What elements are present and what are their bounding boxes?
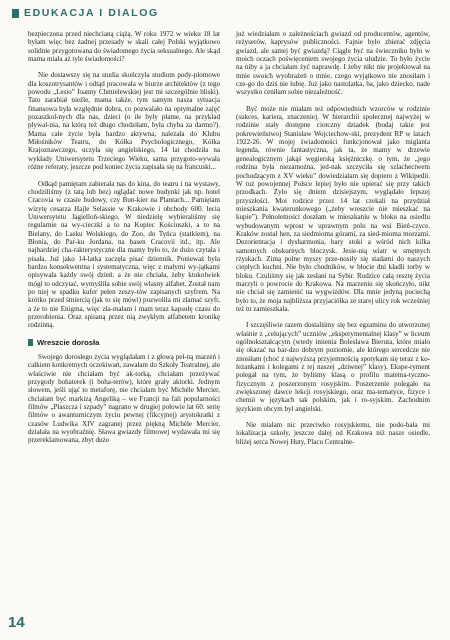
header-marker-square [12, 9, 19, 18]
section-header [12, 5, 159, 21]
left-column [28, 30, 220, 445]
paragraph: Nie dostawszy się na studia skończyła studium pody-plomowe dla koszotrysantów i odtąd pracowała w biurze architektów (z tego powodu „Lesio” Ioanny Chmielewskiej jest mi szczególnie bliski). Tato zarabiał nieźle, mama także, tym samym nasza sytuacja finansowa była względnie dobra, co pozwalało na optymalne zajęć pozaszkol-nych dla nas, dzieci (o ile były płatne, na przykład pływal-nia, na którą też długo chodziłam, była chyba za darmo?). Mama całe życie była bardzo aktywna, należała do Klubu Miłośników Teatru, do Kółka Psychologicznego, Kółka Krajoznawczego, uczyła się angielskiego, 14 lat chodziła na wykłady Uniwersytetu Trzeciego Wieku, sama przygoto-wywała różne referaty, jeszcze pod koniec życia zapisała się na francuski... [28, 71, 220, 172]
page-number: 14 [8, 614, 25, 631]
paragraph: Swojego dorosłego życia wyglądałam i z głową peł-ną marzeń i całkiem konkretnych oczekiwań, zawałam do Szkoły Teatralnej, ale właściwie nie chciałam być ak-torką, chciałam przeżywać przygody bohaterek (i boha-terów), które grały aktorki. Jednym słowem, jeśli ująć to metaforę, nie chciałam być Michèle Mercier, chciałam być markizą Angeliką – we Francji na fali popularności filmów „Płaszcza i szpady” nagrano w drugiej połowie lat 60. serię filmów o awanturniczym życiu pewnej (fikcyjnej) arystokratki z czasów Ludwika XIV zagranej przez piękną Michèle Mercier, działała na wyobraźnię. Sława gwiazdy filmowej wydawała mi się przereklamowana, zbyt dużo [28, 353, 220, 445]
paragraph: bezpieczona przed niechcianą ciążą. W roku 1972 w wieku 18 lat byłam więc bez żadnej przesady w skali całej Polski wyjątkowo solidnie przygotowana do świadomego życia seksualnego. Ale skąd mama miała aż tyle świadomości? [28, 30, 220, 64]
section-title: EDUKACJA I DIALOG [24, 7, 159, 19]
right-column [236, 30, 430, 446]
subheading [28, 339, 220, 347]
paragraph: już wiedziałam o zależnościach gwiazd od producentów, agentów, reżyserów, kaprysów publiczności. Fajnie było zbierać zdjęcia gwiazd, ale samej być gwiazdą? Ciągle być na świeczniku było w moich oczach poświęceniem swojego życia ułudzie. To było życie na niby a ja chciałam żyć naprawdę. I żeby nikt nie projektował na mnie swoich wyobrażeń o mnie, czego wyjątkowo nie znosiłam i cze-go do dziś nie lubię. Już jako nastolatka, ba, jako dziecko, nade wszystko ceniłam sobie niezależność. [236, 30, 430, 97]
subheading-marker-square [28, 339, 33, 346]
paragraph: I szczęśliwie razem dostaliśmy się bez egzaminu do utworzonej właśnie z „celujących” uczniów „eksperymentalnej klasy” w liceum ogólnokształcącym (wtedy imienia Bolesława Bieruta, które miało się okazać na bar-dzo dobrym poziomie, ale którego sercedcze nie znosiłam (choć z najwyższą przyjemnością spotykam się teraz z ko-leżankami i kolegami z tej naszej „dziwnej” klasy). Ekspe-ryment polegał na tym, że byliśmy klasą o profilu matema-tyczno-fizycznym z poszerzonym rosyjskim. Poszerzenie polegało na zwiększonej dawce lekcji rosyjskiego, oraz ma-tematyce, fizyce i chemii w językach tak polskim, jak i ro-syjskim. Zachodnim językiem obcym był angielski. [236, 321, 430, 413]
paragraph: Nie miałam nic przeciwko rosyjskiemu, nie podo-bała mi lokalizacja szkoły, jeszcze dalej od Krakowa niż nasze osiedle, bliżej serca Nowej Huty, Placu Centralne- [236, 421, 430, 446]
paragraph: Być może nie miałam też odpowiednich wzorców w rodzinie (sukces, kariera, znaczenie). W hierarchii społecznej najwyżej w rodzinie stały dostępne ciotczny dziadek (bodaj takie jest pokrewieństwo) Stanisław Wojciechow-ski, prezydent RP w latach 1922-26. W mojej świadomości funkcjonował jako miglanta legenda, równie fantastyczna, jak ta, że mamy w drzewie genealogicznym jakąś węgierską księżniczkę. o tym, że „jego rodzina była niezamożna, jed-nak szczyciła się szlachectwem pochodzącym z XV wieku” dowiedziałam się dopiero z Wikipedii. W tuż powojennej Polsce lepiej było nie upierać się przy takich przodkach. Żyło się dniem dzisiejszym, wyglądało lepszej przyszłości. Moi rodzice przez 14 lat czekali na przydział mieszkania kwaterunkowego („żeby wreszcie nie mieszkać na kupie”). Pełnoletności doszłam w mieszkaniu w bloku na osiedlu wybudowanym wprost w uprawnym polu na wsi Bień-czyce. Kraków został hen, za siedmioma górami, za sied-mioma morzami. Dezorientacja i dysharmonia, bary stoki a wśród nich kilka samotnych obskurnych bloczysk. Jesie-nią wiatr w smętnych rżyskach. Zimą polne myszy prze-nosiły się stadami do naszych ciepłych kuchni. Nie było chodników, w błocie dni kładli torby w bloku. Czuliśmy się jak zesłani na Sybir. Rodzice całą resztę życia marzyli o powrocie do Krakowa. Na marzeniu się skończyło, nikt nie chciał się zamienić na wygwizdów. Dla mnie jedyną pociechą było to, że moja najbliższa przyjaciółka ze starej ulicy rok wcześniej też tu zamieszkała. [236, 104, 430, 313]
paragraph: Odkąd pamiętam zabierała nas do kina, do teatru i na wystawy, chodziliśmy (z tatą lub bez) oglądać nowe budynki jak np. hotel Cracovia w czasie budowy, czy Bun-kier na Plantach... Pamiętam wizytę cesarza Hajle Selassie w Krakowie i obchody 600. lecia Uniwersytetu Jagielloń-skiego. W niedzielę wybieraliśmy się regularnie na wy-cieczki a to na Kopiec Kościuszki, a to na Bielany, do Lasku Wolskiego, do Zoo, do Tyńca (statkiem), na Błonia, do Par-ku Jordana, na basen Cracovii itd., itp. Ale najbardziej cha-rakterystyczne dla mamy było to, że dużo czytała i pisała. Już jako 14-latka zaczęła pisać dziennik. Ponieważ była bardzo konsekwentna i systematyczna, więc z małymi wy-jątkami opisywała każdy swój dzień. a że nie chciała, żeby ktokolwiek mógł to odczytać, wymyśliła sobie swój własny alfabet. Został nam po niej w spadku kufer pełen zeszy-tów zapisanych szyfrem. Na krótko przed śmiercią (jak to się mówi) pozwoliła mi złamać szyfr, a że to nie Enigma, więc zła-małam i mam teraz kapsułę czasu do przerobienia. Oraz spisaną przez nią zwykłym alfabetem kronikę rodzinną. [28, 179, 220, 330]
subheading-text: Wreszcie dorosła [37, 337, 100, 347]
